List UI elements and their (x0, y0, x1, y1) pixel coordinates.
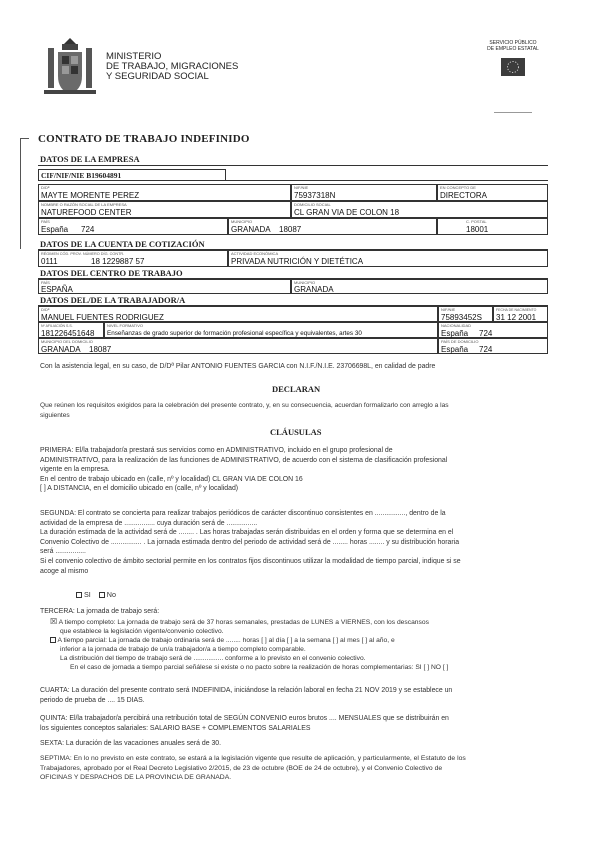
page-title: CONTRATO DE TRABAJO INDEFINIDO (38, 133, 250, 145)
worker-edu-value: Enseñanzas de grado superior de formación profesional específica y equivalentes, artes 30 (107, 330, 362, 337)
worker-nat-value: España (441, 329, 469, 338)
tercera-line: A tiempo parcial: La jornada de trabajo ordinaria será de ........ horas [ ] al día [ ] a la semana [ ] al mes [ ] al año, e (57, 636, 395, 644)
quinta-line: los siguientes conceptos salariales: SALARIO BASE + COMPLEMENTOS SALARIALES (40, 724, 311, 732)
tercera-line: La distribución del tiempo de trabajo será de ................ conforme a lo previsto en el convenio colectivo. (60, 654, 366, 662)
center-country-box (38, 279, 291, 294)
rep-name-value: MAYTE MORENTE PEREZ (41, 191, 140, 200)
company-zip-value: 18001 (466, 225, 489, 234)
worker-dob-box (493, 306, 548, 322)
sepe-line-2: DE EMPLEO ESTATAL (487, 46, 539, 52)
tercera-line: que establece la legislación vigente/convenio colectivo. (60, 627, 224, 635)
declaran-line: siguientes (40, 411, 70, 419)
worker-city-label: MUNICIPIO DEL DOMICILIO (41, 339, 93, 344)
worker-nif-label: NIF/NIE (441, 307, 456, 312)
clausulas-heading: CLÁUSULAS (270, 427, 322, 437)
rep-capacity-label: EN CONCEPTO DE (440, 185, 476, 190)
coat-of-arms-logo (42, 34, 98, 100)
company-city-code: 18087 (279, 225, 302, 234)
no-checkbox[interactable] (99, 592, 105, 598)
full-time-checkbox[interactable]: ☒ (50, 617, 58, 626)
clause-sexta: SEXTA: La duración de las vacaciones anuales será de 30. (40, 740, 222, 747)
worker-nif-box (438, 306, 493, 322)
worker-res-label: PAÍS DE DOMICILIO (441, 339, 479, 344)
worker-dob-value: 31 12 2001 (496, 313, 537, 322)
primera-line: ADMINISTRATIVO, para la realización de las funciones de ADMINISTRATIVO, de acuerdo con el sistema de clasificación profesional (40, 456, 448, 464)
si-checkbox[interactable] (76, 592, 82, 598)
rep-nif-label: NIF/NIE (294, 185, 309, 190)
worker-ss-value: 181226451648 (41, 329, 95, 338)
sepe-line-1: SERVICIO PÚBLICO (489, 40, 537, 46)
center-country-value: ESPAÑA (41, 285, 73, 294)
company-country-value: España (41, 225, 69, 234)
rep-nif-value: 75937318N (294, 191, 336, 200)
worker-ss-box (38, 322, 104, 338)
worker-name-box (38, 306, 438, 322)
clause-tercera (50, 618, 448, 672)
rep-name-box (38, 184, 291, 201)
company-label: NOMBRE O RAZÓN SOCIAL DE LA EMPRESA (41, 202, 127, 207)
section-trabajador: DATOS DEL/DE LA TRABAJADOR/A (40, 295, 186, 305)
primera-line: PRIMERA: El/la trabajador/a prestará sus servicios como en ADMINISTRATIVO, incluido en el grupo profesional de (40, 447, 393, 454)
center-city-box (291, 279, 548, 294)
cuarta-line: CUARTA: La duración del presente contrato será INDEFINIDA, iniciándose la relación laboral en fecha 21 NOV 2019 y se establece un (40, 687, 453, 694)
worker-nat-label: NACIONALIDAD (441, 323, 472, 328)
section-empresa: DATOS DE LA EMPRESA (40, 154, 140, 164)
clause-primera (40, 446, 447, 494)
cif-box (38, 169, 226, 181)
intro-text: Con la asistencia legal, en su caso, de D/Dª Pilar ANTONIO FUENTES GARCIA con N.I.F./N.I.E. 23706698L, en calidad de padre (40, 363, 436, 370)
worker-edu-label: NIVEL FORMATIVO (107, 323, 144, 328)
segunda-options (76, 590, 116, 600)
activity-value: PRIVADA NUTRICIÓN Y DIETÉTICA (231, 257, 364, 266)
company-address-value: CL GRAN VIA DE COLON 18 (294, 208, 400, 217)
worker-edu-box (104, 322, 438, 338)
segunda-line: Convenio Colectivo de ................ . La jornada estimada dentro del periodo de actividad será de ........ horas ........ y su distribución horaria (40, 538, 460, 546)
regime-value: 0111 (41, 257, 58, 266)
tercera-line: inferior a la jornada de trabajo de un/a trabajador/a a tiempo completo comparable. (60, 645, 306, 653)
company-city-value: GRANADA (231, 225, 271, 234)
company-box (38, 201, 291, 218)
rep-name-label: D/Dª (41, 185, 50, 190)
cif-value: CIF/NIF/NIE B19604891 (41, 171, 122, 180)
clause-cuarta (40, 686, 452, 705)
eu-flag-icon (501, 58, 525, 76)
worker-city-value: GRANADA (41, 345, 81, 354)
ministry-name (106, 52, 238, 82)
worker-nat-box (438, 322, 548, 338)
worker-nat-code: 724 (479, 329, 493, 338)
clause-segunda (40, 509, 461, 576)
septima-line: SEPTIMA: En lo no previsto en este contrato, se estará a la legislación vigente que resulte de aplicación, y particularmente, el Estatuto de los (40, 755, 466, 762)
worker-name-label: D/Dª (41, 307, 50, 312)
worker-res-box (438, 338, 548, 354)
primera-line: [ ] A DISTANCIA, en el domicilio ubicado en (calle, nº y localidad) (40, 485, 239, 493)
worker-res-value: España (441, 345, 469, 354)
ministry-line-2: DE TRABAJO, MIGRACIONES (106, 61, 239, 72)
worker-ss-label: Nº AFILIACIÓN S.S. (41, 324, 73, 328)
part-time-checkbox[interactable] (50, 637, 56, 643)
no-label: No (106, 590, 116, 599)
section-centro: DATOS DEL CENTRO DE TRABAJO (40, 268, 183, 278)
company-value: NATUREFOOD CENTER (41, 208, 132, 217)
company-address-label: DOMICILIO SOCIAL (294, 202, 331, 207)
tercera-line: En el caso de jornada a tiempo parcial señálese si existe o no pacto sobre la realización de horas complementarias: SI [ ] NO [ ] (70, 663, 449, 671)
worker-dob-label: FECHA DE NACIMIENTO (496, 308, 537, 312)
rep-capacity-value: DIRECTORA (440, 191, 487, 200)
activity-label: ACTIVIDAD ECONÓMICA (231, 251, 279, 256)
tercera-title: TERCERA: La jornada de trabajo será: (40, 608, 160, 615)
center-city-label: MUNICIPIO (294, 280, 316, 285)
account-value: 18 1229887 57 (91, 257, 145, 266)
rep-capacity-box (437, 184, 548, 201)
cuarta-line: periodo de prueba de .... 15 DIAS. (40, 696, 145, 704)
segunda-line: SEGUNDA: El contrato se concierta para realizar trabajos periódicos de carácter discontinuo consistentes en ................, dentro de la (40, 510, 446, 517)
worker-name-value: MANUEL FUENTES RODRIGUEZ (41, 313, 164, 322)
segunda-line: Si el convenio colectivo de ámbito sectorial permite en los contratos fijos discontinuos utilizar la modalidad de tiempo parcial, indique si se (40, 557, 461, 565)
company-city-box (228, 218, 437, 235)
center-city-value: GRANADA (294, 285, 334, 294)
center-country-label: PAÍS (41, 280, 50, 285)
declaran-heading: DECLARAN (272, 384, 321, 394)
segunda-line: actividad de la empresa de ................ cuya duración será de ................ (40, 519, 258, 527)
company-address-box (291, 201, 548, 218)
segunda-line: acoge al mismo (40, 567, 89, 575)
rep-nif-box (291, 184, 437, 201)
ministry-line-3: Y SEGURIDAD SOCIAL (106, 71, 209, 82)
worker-city-code: 18087 (89, 345, 112, 354)
si-label: SI (84, 590, 91, 599)
company-country-box (38, 218, 228, 235)
company-country-code: 724 (81, 225, 95, 234)
company-city-label: MUNICIPIO (231, 219, 253, 224)
worker-nif-value: 75893452S (441, 313, 482, 322)
clause-quinta (40, 714, 449, 733)
segunda-line: La duración estimada de la actividad será de ........ . Las horas trabajadas serán distribuidas en el orden y forma que se determina en el (40, 529, 454, 537)
regime-label: RÉGIMEN CÓD. PROV. NÚMERO DÍG. CONTR. (41, 252, 125, 256)
tercera-line: A tiempo completo: La jornada de trabajo será de 37 horas semanales, prestadas de LUNES a VIERNES, con los descansos (58, 619, 429, 626)
clause-septima (40, 754, 466, 783)
company-zip-box (437, 218, 548, 235)
activity-box (228, 250, 548, 267)
company-zip-label: C. POSTAL (466, 219, 487, 224)
quinta-line: QUINTA: El/la trabajador/a percibirá una retribución total de SEGÚN CONVENIO euros brutos .... MENSUALES que se distribuirán en (40, 715, 449, 722)
ministry-line-1: MINISTERIO (106, 51, 162, 62)
primera-line: En el centro de trabajo ubicado en (calle, nº y localidad) CL GRAN VIA DE COLON 16 (40, 475, 303, 483)
declaran-text (40, 401, 449, 420)
segunda-line: será ................ (40, 548, 86, 556)
septima-line: OFICINAS Y DESPACHOS DE LA PROVINCIA DE GRANADA. (40, 774, 232, 782)
worker-res-code: 724 (479, 345, 493, 354)
primera-line: vigente en la empresa. (40, 466, 110, 474)
regime-box (38, 250, 228, 267)
company-country-label: PAÍS (41, 219, 50, 224)
declaran-line: Que reúnen los requisitos exigidos para la celebración del presente contrato, y, en su consecuencia, acuerdan formalizarlo con arreglo a las (40, 402, 449, 409)
septima-line: Trabajadores, aprobado por el Real Decreto Legislativo 2/2015, de 23 de octubre (BOE de 24 de octubre), y el Convenio Colectivo de (40, 764, 443, 772)
section-cotizacion: DATOS DE LA CUENTA DE COTIZACIÓN (40, 239, 205, 249)
worker-city-box (38, 338, 438, 354)
title-bracket (20, 138, 29, 249)
sepe-logo (478, 40, 548, 76)
